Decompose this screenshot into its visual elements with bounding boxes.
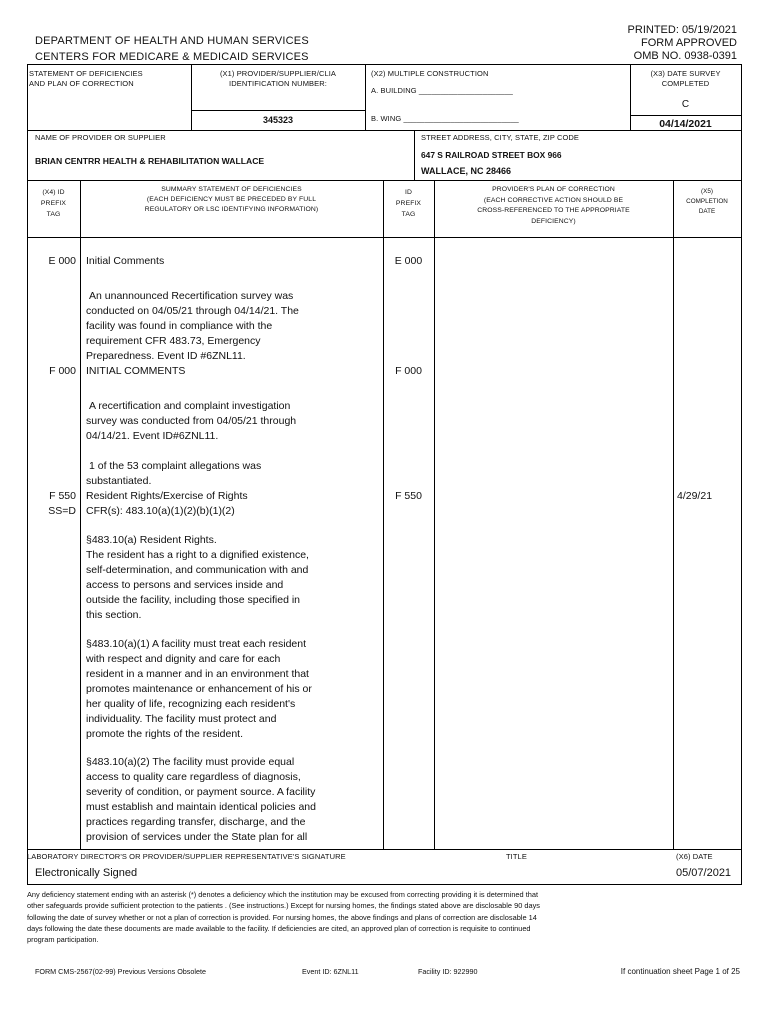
f550-paragraph-dignity: §483.10(a)(1) A facility must treat each resident with respect and dignity and care for each resident in a manner and in an environment that promotes maintenance or enhancement of his or her quality of life, recognizing each resident's individuality. The facility must protect and promote the rights of the resident. xyxy=(86,638,312,740)
statement-label: STATEMENT OF DEFICIENCIES AND PLAN OF CORRECTION xyxy=(29,69,143,88)
x2-wing: B. WING ___________________________ xyxy=(371,114,519,123)
provider-name: BRIAN CENTRR HEALTH & REHABILITATION WALLACE xyxy=(35,156,265,166)
f550-paragraph-equal-access: §483.10(a)(2) The facility must provide equal access to quality care regardless of diagnosis, severity of condition, or payment source. A facility must establish and maintain identical policies and practices regarding transfer, discharge, and the provision of services under the State plan for all xyxy=(86,756,316,843)
x1-label: (X1) PROVIDER/SUPPLIER/CLIA IDENTIFICATION NUMBER: xyxy=(219,69,337,88)
survey-completed-date: 04/14/2021 xyxy=(659,118,712,130)
address-street: 647 S RAILROAD STREET BOX 966 xyxy=(421,150,562,160)
f550-paragraph-resident-rights: §483.10(a) Resident Rights. The resident has a right to a dignified existence, self-determination, and communication with and access to persons and services inside and outside the facility, including those specified in this section. xyxy=(86,534,309,621)
address-city: WALLACE, NC 28466 xyxy=(421,166,512,176)
x2-label: (X2) MULTIPLE CONSTRUCTION xyxy=(371,69,489,78)
footer-event-id: Event ID: 6ZNL11 xyxy=(302,967,359,976)
printed-date: PRINTED: 05/19/2021 xyxy=(627,24,737,36)
form-approved: FORM APPROVED xyxy=(641,37,737,49)
signature-value: Electronically Signed xyxy=(35,867,138,879)
col-header-id: ID PREFIX TAG xyxy=(395,189,422,218)
id-f000: F 000 xyxy=(395,365,422,377)
tag-e000: E 000 xyxy=(48,255,76,267)
tag-f000: F 000 xyxy=(49,365,76,377)
x3-label: (X3) DATE SURVEY COMPLETED xyxy=(650,69,721,88)
x6-date-label: (X6) DATE xyxy=(676,852,713,861)
provider-number: 345323 xyxy=(262,115,294,125)
f550-cfr: CFR(s): 483.10(a)(1)(2)(b)(1)(2) xyxy=(86,505,235,517)
footer-facility-id: Facility ID: 922990 xyxy=(418,967,478,976)
id-f550: F 550 xyxy=(395,490,422,502)
e000-title: Initial Comments xyxy=(86,255,165,267)
f000-body-survey: A recertification and complaint investigation survey was conducted from 04/05/21 through 04/14/21. Event ID#6ZNL11. xyxy=(86,400,297,442)
agency-name: CENTERS FOR MEDICARE & MEDICAID SERVICES xyxy=(35,51,309,63)
tag-f550: F 550 xyxy=(49,490,76,502)
id-e000: E 000 xyxy=(394,255,423,267)
f000-title: INITIAL COMMENTS xyxy=(86,365,186,377)
title-label: TITLE xyxy=(506,852,527,861)
disclaimer-text: Any deficiency statement ending with an asterisk (*) denotes a deficiency which the institution may be excused from correcting providing it is determined that other safeguards provide sufficient protection to the patients . (See instructions.) Except for nursing homes, the findings stated above are disclosable 90 days following the date of survey whether or not a plan of correction is provided. For nursing homes, the above findings and plans of correction are disclosable 14 days following the date these documents are made available to the facility. If deficiencies are cited, an approved plan of correction is requisite to continued program participation. xyxy=(27,890,540,945)
page-indicator: If continuation sheet Page 1 of 25 xyxy=(620,967,740,976)
col-header-x5: (X5) COMPLETION DATE xyxy=(686,188,728,215)
department-name: DEPARTMENT OF HEALTH AND HUMAN SERVICES xyxy=(35,35,309,47)
signature-date: 05/07/2021 xyxy=(676,867,732,879)
signature-label: LABORATORY DIRECTOR'S OR PROVIDER/SUPPLIER REPRESENTATIVE'S SIGNATURE xyxy=(27,852,346,861)
address-label: STREET ADDRESS, CITY, STATE, ZIP CODE xyxy=(421,133,580,142)
provider-label: NAME OF PROVIDER OR SUPPLIER xyxy=(35,133,166,142)
x2-building: A. BUILDING ______________________ xyxy=(371,86,513,95)
col-header-plan: PROVIDER'S PLAN OF CORRECTION (EACH CORRECTIVE ACTION SHOULD BE CROSS-REFERENCED TO THE APPROPRIATE DEFICIENCY) xyxy=(477,186,630,225)
col-header-summary: SUMMARY STATEMENT OF DEFICIENCIES (EACH DEFICIENCY MUST BE PRECEDED BY FULL REGULATORY OR LSC IDENTIFYING INFORMATION) xyxy=(144,186,319,213)
scope-severity: SS=D xyxy=(48,505,76,517)
f550-completion-date: 4/29/21 xyxy=(677,490,713,502)
e000-body: An unannounced Recertification survey was conducted on 04/05/21 through 04/14/21. The facility was found in compliance with the requirement CFR 483.73, Emergency Preparedness. Event ID #6ZNL11. xyxy=(86,290,299,362)
f000-body-allegations: 1 of the 53 complaint allegations was substantiated. xyxy=(86,460,262,487)
form-number: FORM CMS-2567(02-99) Previous Versions Obsolete xyxy=(35,967,206,976)
col-header-x4: (X4) ID PREFIX TAG xyxy=(40,189,67,218)
survey-code: C xyxy=(681,99,690,110)
f550-title: Resident Rights/Exercise of Rights xyxy=(86,490,248,502)
omb-number: OMB NO. 0938-0391 xyxy=(633,50,737,62)
